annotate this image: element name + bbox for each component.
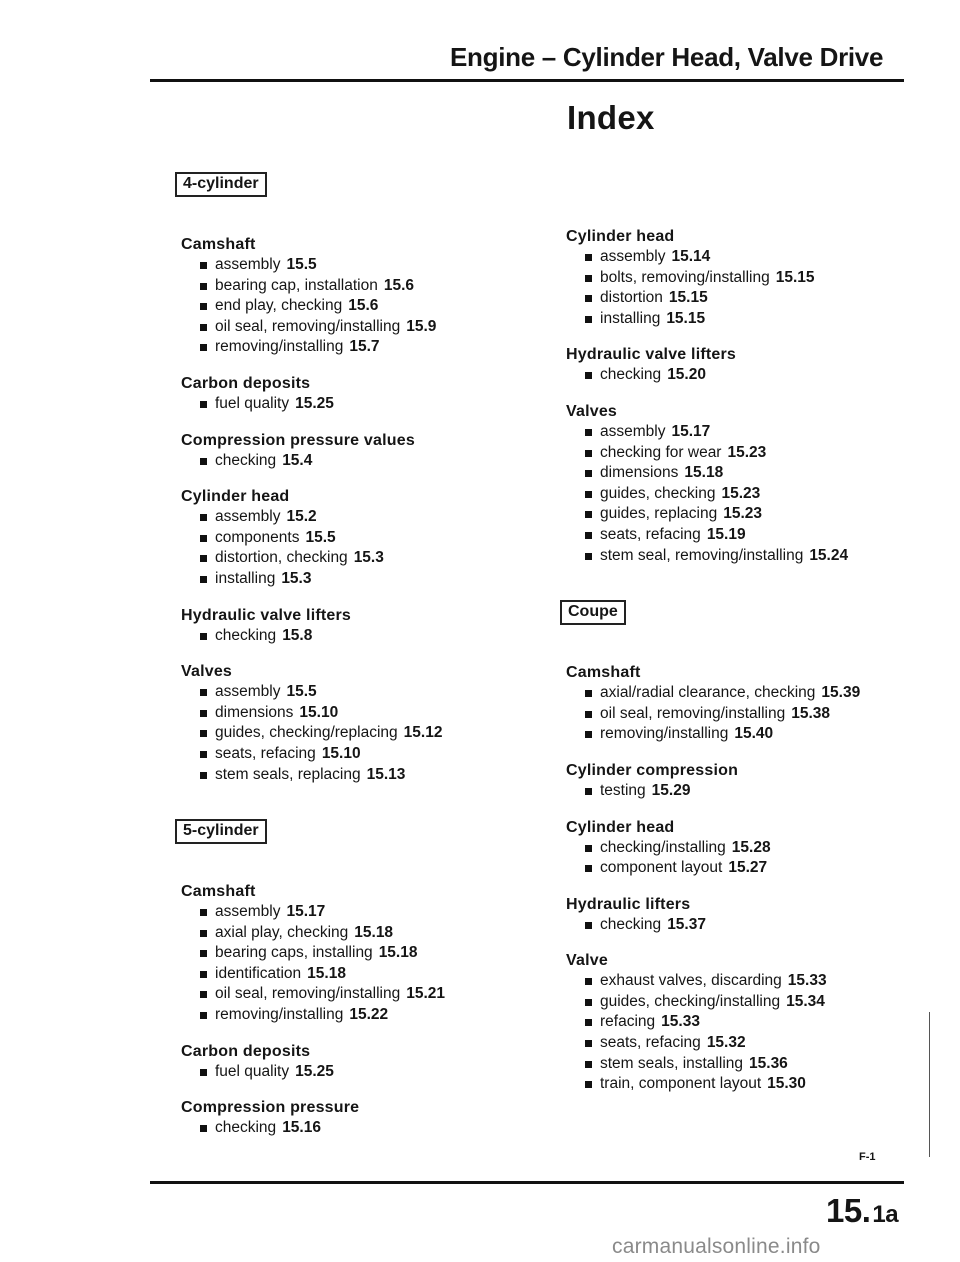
index-entry-list [181,682,541,785]
page-reference: 15.30 [767,1075,806,1093]
section-label-box: 4-cylinder [175,172,267,197]
index-heading: Cylinder compression [566,761,739,779]
entry-text: seats, refacing [600,525,701,543]
bullet-icon [200,458,207,465]
index-heading: Camshaft [181,883,256,901]
entry-text: installing [600,309,661,327]
index-entry [566,1033,926,1054]
bullet-icon [585,275,592,282]
index-section [181,785,541,1139]
header-divider [150,79,904,82]
index-entry [566,525,926,546]
page-reference: 15.40 [734,725,774,743]
page-reference: 15.36 [749,1054,788,1072]
index-heading: Hydraulic valve lifters [181,606,352,624]
index-entry [566,683,926,704]
index-entry [181,296,541,317]
bullet-icon [200,751,207,758]
watermark-text: carmanualsonline.info [612,1235,821,1258]
page-reference: 15.25 [295,1062,334,1080]
index-entry [566,915,926,936]
entry-text: checking for wear [600,443,722,461]
page-reference: 15.5 [305,528,336,546]
bullet-icon [585,316,592,323]
page-reference: 15.6 [383,276,415,294]
page-reference: 15.5 [286,256,317,273]
entry-text: checking [215,1119,277,1137]
bullet-icon [585,450,592,457]
index-entry [566,1074,926,1095]
page-header-title: Engine – Cylinder Head, Valve Drive [450,42,884,72]
page-reference: 15.25 [295,394,334,412]
bullet-icon [200,909,207,916]
page-reference: 15.38 [791,704,831,722]
index-entry [181,548,541,569]
index-entry [566,546,926,567]
page-reference: 15.23 [723,505,762,523]
section-spacer [181,785,541,819]
bullet-icon [585,372,592,379]
bullet-icon [585,999,592,1006]
entry-text: checking [215,626,277,644]
index-entry [181,507,541,528]
page-reference: 15.3 [281,569,312,587]
bullet-icon [585,922,592,929]
index-heading: Cylinder head [181,488,290,506]
page-reference: 15.33 [661,1013,700,1031]
bullet-icon [200,950,207,957]
page-reference: 15.21 [406,985,446,1003]
page-reference: 15.28 [731,838,771,856]
page-reference: 15.12 [403,724,443,742]
index-entry [566,838,926,859]
bullet-icon [585,788,592,795]
entry-text: bearing cap, installation [215,276,378,294]
entry-text: assembly [215,683,281,701]
index-column-right [566,227,926,1095]
bullet-icon [200,535,207,542]
entry-text: testing [600,781,646,799]
bullet-icon [585,1019,592,1026]
index-entry [181,964,541,985]
bullet-icon [200,633,207,640]
page-reference: 15.32 [706,1034,746,1052]
index-entry-list [181,255,541,358]
entry-text: bolts, removing/installing [600,268,770,286]
page-reference: 15.18 [354,923,394,941]
page-reference: 15.23 [721,484,761,502]
index-entry [566,365,926,386]
index-entry [566,971,926,992]
page-reference: 15.15 [775,268,815,286]
bullet-icon [585,978,592,985]
index-section [566,227,926,566]
bullet-icon [585,429,592,436]
bullet-icon [200,324,207,331]
index-entry [566,1012,926,1033]
entry-text: stem seal, removing/installing [600,546,804,564]
entry-text: removing/installing [215,1006,344,1024]
page-reference: 15.14 [671,248,711,265]
bullet-icon [200,689,207,696]
index-entry-list [566,247,926,329]
bullet-icon [585,532,592,539]
index-entry-list [181,902,541,1026]
page-reference: 15.10 [299,703,339,721]
page-reference: 15.17 [286,903,326,921]
page-reference: 15.39 [821,684,861,702]
bullet-icon [585,1040,592,1047]
bullet-icon [585,865,592,872]
page-code: F-1 [859,1151,876,1163]
index-entry-list [181,394,541,415]
entry-text: checking/installing [600,838,726,856]
index-entry [181,528,541,549]
bullet-icon [200,344,207,351]
bullet-icon [200,1069,207,1076]
entry-text: assembly [215,508,281,526]
page-reference: 15.29 [651,781,691,799]
index-column-left [181,172,541,1139]
index-entry [566,247,926,268]
page-reference: 15.3 [353,549,384,567]
bullet-icon [585,845,592,852]
index-entry [181,569,541,590]
entry-text: distortion, checking [215,549,348,567]
index-entry-list [181,507,541,589]
index-entry [181,943,541,964]
entry-text: train, component layout [600,1075,762,1093]
entry-text: oil seal, removing/installing [215,317,401,335]
entry-text: oil seal, removing/installing [215,985,401,1003]
bullet-icon [585,711,592,718]
index-entry-list [566,838,926,879]
index-entry [181,744,541,765]
index-entry [181,984,541,1005]
index-heading: Hydraulic lifters [566,895,691,913]
page-reference: 15.23 [727,443,767,461]
entry-text: removing/installing [215,338,344,356]
index-entry [181,1062,541,1083]
bullet-icon [585,690,592,697]
index-heading: Camshaft [566,664,641,682]
page-reference: 15.8 [282,626,313,644]
page-reference: 15.10 [321,744,361,762]
index-entry [566,422,926,443]
page-reference: 15.13 [366,765,406,783]
page-reference: 15.18 [684,464,724,482]
page-number [826,1192,898,1230]
page-reference: 15.15 [666,309,706,327]
page-number-main: 15. [826,1192,871,1229]
entry-text: stem seals, replacing [215,765,361,783]
bullet-icon [200,303,207,310]
bullet-icon [585,553,592,560]
entry-text: dimensions [215,703,294,721]
index-entry [181,902,541,923]
entry-text: seats, refacing [600,1034,701,1052]
index-heading: Compression pressure [181,1099,360,1117]
entry-text: refacing [600,1013,656,1031]
page-reference: 15.18 [378,944,418,962]
bullet-icon [585,470,592,477]
section-label-box: Coupe [560,600,626,625]
index-entry-list [566,683,926,745]
entry-text: identification [215,964,302,982]
index-heading: Compression pressure values [181,431,415,449]
entry-text: assembly [600,248,666,265]
entry-text: component layout [600,859,723,877]
entry-text: removing/installing [600,725,729,743]
entry-text: axial/radial clearance, checking [600,684,816,702]
entry-text: checking [600,915,662,933]
page-reference: 15.2 [286,508,317,526]
index-heading: Valves [181,663,233,681]
index-entry [566,1054,926,1075]
entry-text: end play, checking [215,297,343,315]
page-reference: 15.15 [668,289,708,307]
page-reference: 15.4 [282,451,313,469]
bullet-icon [585,731,592,738]
index-heading: Valves [566,402,618,420]
bullet-icon [585,1061,592,1068]
bullet-icon [585,1081,592,1088]
entry-text: oil seal, removing/installing [600,704,786,722]
index-entry [566,992,926,1013]
entry-text: exhaust valves, discarding [600,972,782,990]
page-reference: 15.16 [282,1119,321,1137]
bullet-icon [585,491,592,498]
entry-text: dimensions [600,464,679,482]
page-reference: 15.17 [671,422,711,440]
index-heading: Carbon deposits [181,1042,311,1060]
bullet-icon [200,555,207,562]
section-label-box: 5-cylinder [175,819,267,844]
page-reference: 15.5 [286,683,317,701]
page-reference: 15.18 [307,964,346,982]
index-entry [181,255,541,276]
index-section [566,566,926,1095]
index-entry [566,463,926,484]
index-entry [181,1118,541,1139]
index-entry-list [566,781,926,802]
index-entry [181,276,541,297]
entry-text: guides, checking/installing [600,992,781,1010]
index-entry [566,309,926,330]
page-reference: 15.9 [406,317,437,335]
section-spacer [566,566,926,600]
entry-text: fuel quality [215,394,290,412]
bullet-icon [200,971,207,978]
entry-text: checking [215,451,277,469]
index-entry [566,443,926,464]
bullet-icon [200,730,207,737]
index-entry-list [566,422,926,566]
index-entry [181,723,541,744]
bullet-icon [585,254,592,261]
page-number-sub: 1a [872,1201,899,1228]
entry-text: seats, refacing [215,744,316,762]
page-reference: 15.24 [809,546,849,564]
page-reference: 15.34 [786,992,825,1010]
entry-text: components [215,528,300,546]
index-entry [566,288,926,309]
bullet-icon [200,710,207,717]
bullet-icon [200,283,207,290]
entry-text: assembly [215,903,281,921]
entry-text: assembly [600,422,666,440]
page-reference: 15.33 [787,972,827,990]
index-entry [181,923,541,944]
entry-text: stem seals, installing [600,1054,744,1072]
entry-text: guides, replacing [600,505,718,523]
index-entry-list [181,1062,541,1083]
entry-text: distortion [600,289,663,307]
index-heading: Valve [566,952,608,970]
index-entry [181,765,541,786]
index-entry [566,704,926,725]
entry-text: guides, checking/replacing [215,724,398,742]
index-entry [181,337,541,358]
bullet-icon [585,295,592,302]
entry-text: bearing caps, installing [215,944,373,962]
bullet-icon [200,401,207,408]
index-entry [181,1005,541,1026]
index-heading: Camshaft [181,236,256,253]
index-entry [566,858,926,879]
margin-rule [929,1012,930,1157]
entry-text: installing [215,569,276,587]
index-section [181,172,541,785]
bullet-icon [200,930,207,937]
page-reference: 15.37 [667,915,706,933]
index-heading: Carbon deposits [181,374,311,392]
bullet-icon [200,262,207,269]
index-entry [181,317,541,338]
bullet-icon [200,1125,207,1132]
index-entry-list [566,365,926,386]
page-reference: 15.19 [706,525,746,543]
index-entry-list [181,626,541,647]
page-reference: 15.20 [667,366,706,384]
index-heading: Cylinder head [566,818,675,836]
bullet-icon [200,1012,207,1019]
footer-divider [150,1181,904,1184]
index-entry [566,724,926,745]
index-entry-list [566,971,926,1095]
index-entry-list [566,915,926,936]
index-entry [181,626,541,647]
page-reference: 15.7 [349,338,380,356]
entry-text: axial play, checking [215,923,349,941]
bullet-icon [200,991,207,998]
index-entry [181,682,541,703]
index-entry-list [181,1118,541,1139]
bullet-icon [585,511,592,518]
index-entry [566,484,926,505]
index-entry [566,781,926,802]
index-heading: Hydraulic valve lifters [566,346,737,364]
bullet-icon [200,514,207,521]
index-entry [181,394,541,415]
entry-text: checking [600,366,662,384]
index-entry [566,504,926,525]
index-entry-list [181,451,541,472]
index-title: Index [567,99,655,136]
page-reference: 15.22 [349,1006,389,1024]
page-reference: 15.6 [348,297,379,315]
index-entry [181,451,541,472]
page-reference: 15.27 [728,859,768,877]
entry-text: guides, checking [600,484,716,502]
entry-text: fuel quality [215,1062,290,1080]
bullet-icon [200,576,207,583]
index-entry [566,268,926,289]
bullet-icon [200,772,207,779]
index-entry [181,703,541,724]
entry-text: assembly [215,256,281,273]
index-heading: Cylinder head [566,228,675,245]
